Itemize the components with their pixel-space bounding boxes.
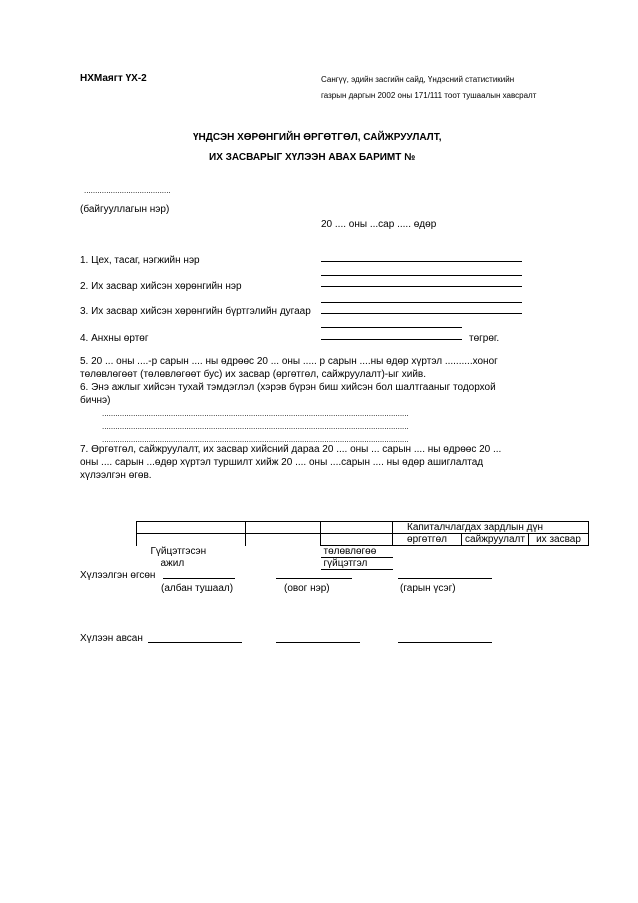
table-cell <box>246 534 321 546</box>
table-cell <box>321 522 393 534</box>
field-extra-line[interactable] <box>321 275 522 276</box>
para6-dots-2[interactable]: .......................................................................................................................................... <box>102 422 409 431</box>
plan-line-1: төлөвлөгөө <box>321 546 393 558</box>
title-line-2: ИХ ЗАСВАРЫГ ХҮЛЭЭН АВАХ БАРИМТ № <box>209 152 416 163</box>
capital-header: Капиталчлагдах зардлын дүн <box>393 522 589 534</box>
approval-line-2: газрын даргын 2002 оны 171/111 тоот тушаалын хавсралт <box>321 91 537 100</box>
table-cell <box>393 546 589 558</box>
handed-over-label: Хүлээлгэн өгсөн <box>80 570 156 581</box>
received-name-line[interactable] <box>276 642 360 643</box>
field-initial-cost-unit: төгрөг. <box>469 333 500 344</box>
capitalized-cost-table <box>136 521 589 570</box>
approval-line-1: Сангүү, эдийн засгийн сайд, Үндэсний статистикийн <box>321 75 515 84</box>
field-department-line[interactable] <box>321 261 522 262</box>
field-registration-line[interactable] <box>321 313 522 314</box>
para7-line-1: 7. Өргөтгөл, сайжруулалт, их засвар хийсний дараа 20 .... оны ... сарын .... ны өдрөөс 20 ... <box>80 444 502 455</box>
para6-dots-3[interactable]: .......................................................................................................................................... <box>102 435 409 444</box>
table-cell <box>137 522 246 534</box>
table-cell <box>246 522 321 534</box>
field-asset-name-label: 2. Их засвар хийсэн хөрөнгийн нэр <box>80 281 242 292</box>
field-registration-label: 3. Их засвар хийсэн хөрөнгийн бүртгэлийн дугаар <box>80 306 311 317</box>
table-row <box>137 522 589 534</box>
field-department-label: 1. Цех, тасаг, нэгжийн нэр <box>80 255 200 266</box>
field-initial-cost-label: 4. Анхны өртөг <box>80 333 149 344</box>
field-initial-cost-line[interactable] <box>321 339 462 340</box>
handed-over-signature-line[interactable] <box>398 578 492 579</box>
table-row <box>137 558 589 570</box>
form-code: НХМаягт ҮХ-2 <box>80 73 147 84</box>
para7-line-2: оны .... сарын ...өдөр хүртэл туршилт хийж 20 .... оны ....сарын .... ны өдөр ашиглалтад <box>80 457 484 468</box>
handed-over-name-line[interactable] <box>276 578 352 579</box>
col-improvement: сайжруулалт <box>462 534 529 546</box>
org-name-dots[interactable]: ....................................... <box>84 186 171 195</box>
title-line-1: ҮНДСЭН ХӨРӨНГИЙН ӨРГӨТГӨЛ, САЙЖРУУЛАЛТ, <box>193 132 442 143</box>
received-position-line[interactable] <box>148 642 242 643</box>
received-signature-line[interactable] <box>398 642 492 643</box>
received-label: Хүлээн авсан <box>80 633 143 644</box>
col-overhaul: их засвар <box>529 534 589 546</box>
field-asset-name-line[interactable] <box>321 286 522 287</box>
performed-work-line-2: ажил <box>160 558 185 569</box>
table-row <box>137 546 589 558</box>
para7-line-3: хүлээлгэн өгөв. <box>80 470 152 481</box>
position-caption: (албан тушаал) <box>161 583 234 594</box>
para5-line-2: төлөвлөгөөт (төлөвлөгөөт бус) их засвар (өргөтгөл, сайжруулалт)-ыг хийв. <box>80 369 426 380</box>
surname-caption: (овог нэр) <box>284 583 330 594</box>
handed-over-position-line[interactable] <box>163 578 235 579</box>
para6-line-1: 6. Энэ ажлыг хийсэн тухай тэмдэглэл (хэрэв бүрэн биш хийсэн бол шалтгааныг тодорхой <box>80 382 496 393</box>
para6-line-2: бичнэ) <box>80 395 111 406</box>
signature-caption: (гарын үсэг) <box>400 583 456 594</box>
plan-line-2: гүйцэтгэл <box>321 558 393 570</box>
field-asset-name-line-2[interactable] <box>321 302 522 303</box>
field-initial-cost-line-top[interactable] <box>321 327 462 328</box>
table-cell <box>321 534 393 546</box>
para6-dots-1[interactable]: .......................................................................................................................................... <box>102 409 409 418</box>
table-row <box>137 534 589 546</box>
col-extension: өргөтгөл <box>393 534 462 546</box>
org-name-label: (байгууллагын нэр) <box>80 204 170 215</box>
performed-work-line-1: Гүйцэтгэсэн <box>150 546 207 557</box>
table-cell <box>393 558 589 570</box>
para5-line-1: 5. 20 ... оны ....-р сарын .... ны өдрөөс 20 ... оны ..... р сарын ....ны өдөр хүртэл ..........хоног <box>80 356 498 367</box>
table-cell <box>137 534 246 546</box>
document-date[interactable]: 20 .... оны ...сар ..... өдөр <box>321 219 437 230</box>
